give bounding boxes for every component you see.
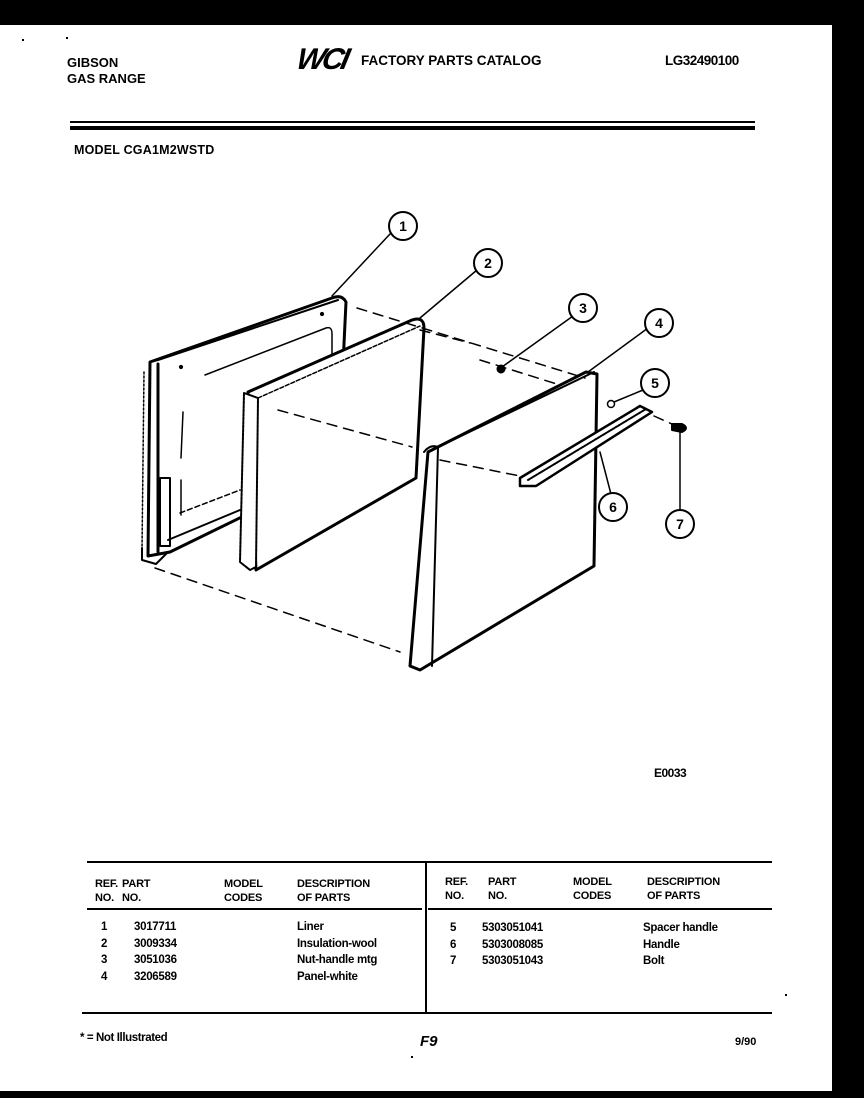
right-ref-column	[450, 920, 456, 970]
table-row: 5	[450, 922, 457, 934]
catalog-number: LG32490100	[665, 53, 739, 68]
left-ref-column	[101, 919, 107, 985]
col-header-model: MODEL CODES	[224, 878, 263, 904]
svg-text:4: 4	[655, 315, 663, 331]
brand-name: GIBSON	[67, 55, 119, 70]
table-row: 3	[101, 954, 108, 966]
callout-6	[599, 493, 627, 521]
col-header-ref-right: REF. NO.	[445, 876, 469, 902]
table-divider	[425, 863, 427, 1013]
revision-date: 9/90	[735, 1036, 757, 1048]
callout-5	[641, 369, 669, 397]
model-number: MODEL CGA1M2WSTD	[74, 143, 215, 157]
right-description-column: Spacer handle Handle Bolt	[643, 922, 718, 967]
table-rule-header-left	[87, 908, 422, 910]
right-part-column: 5303051041 5303008085 5303051043	[482, 922, 543, 967]
table-row: 6	[450, 938, 457, 951]
col-header-description-right: DESCRIPTION OF PARTS	[647, 876, 720, 902]
svg-text:2: 2	[484, 255, 492, 271]
col-header-model-right: MODEL CODES	[573, 876, 612, 902]
callout-3	[569, 294, 597, 322]
bolt-part	[672, 424, 686, 432]
table-rule-header-right	[428, 908, 772, 910]
scan-speck	[66, 37, 68, 39]
callout-4	[645, 309, 673, 337]
left-description-column: Liner Insulation-wool Nut-handle mtg Panel-white	[297, 921, 378, 983]
col-header-part-right: PART NO.	[488, 876, 517, 902]
left-part-column: 3017711 3009334 3051036 3206589	[134, 921, 177, 983]
table-row: 7	[450, 955, 457, 967]
callout-7	[666, 510, 694, 538]
table-row: 4	[101, 970, 108, 983]
scan-speck	[22, 39, 24, 41]
table-row: 2	[101, 937, 108, 950]
col-header-part: PART NO.	[122, 878, 151, 904]
col-header-description: DESCRIPTION OF PARTS	[297, 878, 370, 904]
callout-1	[389, 212, 417, 240]
footnote: * = Not Illustrated	[80, 1032, 168, 1044]
table-rule-top	[87, 861, 772, 863]
page-mark: F9	[420, 1033, 438, 1050]
catalog-title: FACTORY PARTS CATALOG	[361, 53, 542, 68]
panel-part	[410, 372, 597, 670]
scan-speck	[411, 1056, 413, 1058]
svg-text:3: 3	[579, 300, 587, 316]
callout-2	[474, 249, 502, 277]
table-rule-bottom	[82, 1012, 772, 1014]
svg-text:1: 1	[399, 218, 407, 234]
svg-text:5: 5	[651, 375, 659, 391]
product-name: GAS RANGE	[67, 71, 146, 86]
figure-code: E0033	[654, 766, 687, 780]
table-row: 1	[101, 921, 108, 933]
wci-logo: WCI	[293, 43, 350, 76]
col-header-ref: REF. NO.	[95, 878, 119, 904]
svg-text:6: 6	[609, 499, 617, 515]
scan-speck	[785, 994, 787, 996]
svg-text:7: 7	[676, 516, 684, 532]
